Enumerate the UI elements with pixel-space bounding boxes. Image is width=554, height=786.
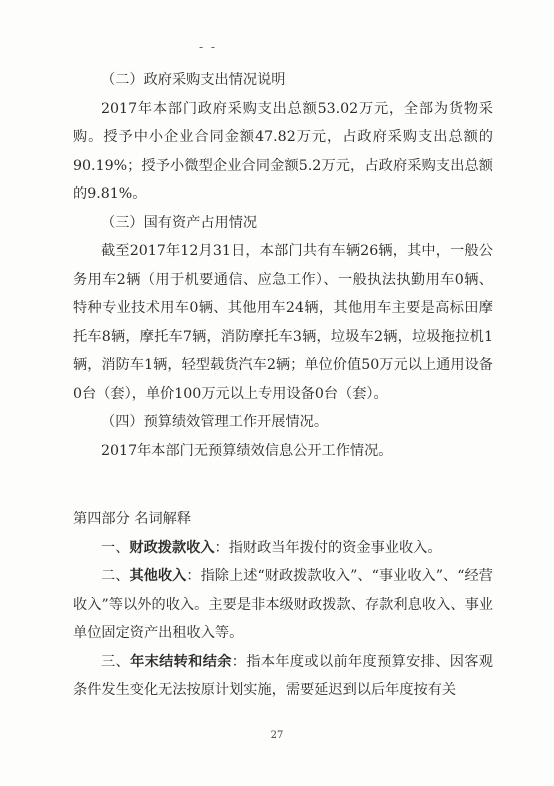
definition-text: ：指除上述“财政拨款收入”、“事业收入”、“经营收入”等以外的收入。主要是非本级财政拨款、存款利息收入、事业单位固定资产出租收入等。 [73,568,493,641]
definition-text: ：指本年度或以前年度预算安排、因客观条件发生变化无法按原计划实施，需要延迟到以后年度按有关 [73,653,493,698]
page-content [73,66,493,705]
section-body-assets: 截至2017年12月31日，本部门共有车辆26辆，其中，一般公务用车2辆（用于机要通信、应急工作）、一般执法执勤用车0辆、特种专业技术用车0辆、其他用车24辆，其他用车主要是高标田摩托车8辆，摩托车7辆，消防摩托车3辆，垃圾车2辆，垃圾拖拉机1辆，消防车1辆，轻型载货汽车2辆；单位价值50万元以上通用设备0台（套），单价100万元以上专用设备0台（套）。 [73,243,493,402]
definition-term: 其他收入 [129,568,187,584]
definition-term: 年末结转和结余 [130,653,232,670]
definition-prefix: 三、 [101,653,131,670]
definition-item [73,648,493,705]
scan-mark: - - [199,40,217,54]
section-body-performance: 2017年本部门无预算绩效信息公开工作情况。 [101,442,393,459]
section-heading-assets: （三）国有资产占用情况 [101,214,258,231]
definition-prefix: 二、 [101,568,130,584]
section-heading-procurement: （二）政府采购支出情况说明 [101,72,286,88]
spacer [73,465,493,505]
definition-text: ：指财政当年拨付的资金事业收入。 [214,539,442,556]
part-four-title: 第四部分 名词解释 [73,511,192,527]
section-body-procurement: 2017年本部门政府采购支出总额53.02万元，全部为货物采购。授予中小企业合同金额47.82万元，占政府采购支出总额的90.19%；授予小微型企业合同金额5.2万元，占政府采购支出总额的9.81%。 [73,100,493,202]
definition-item [73,562,493,648]
section-heading-performance: （四）预算绩效管理工作开展情况。 [101,414,329,430]
page-number: 27 [270,730,284,741]
definition-item [73,534,493,563]
definition-prefix: 一、 [101,539,130,556]
definition-term: 财政拨款收入 [129,539,215,556]
